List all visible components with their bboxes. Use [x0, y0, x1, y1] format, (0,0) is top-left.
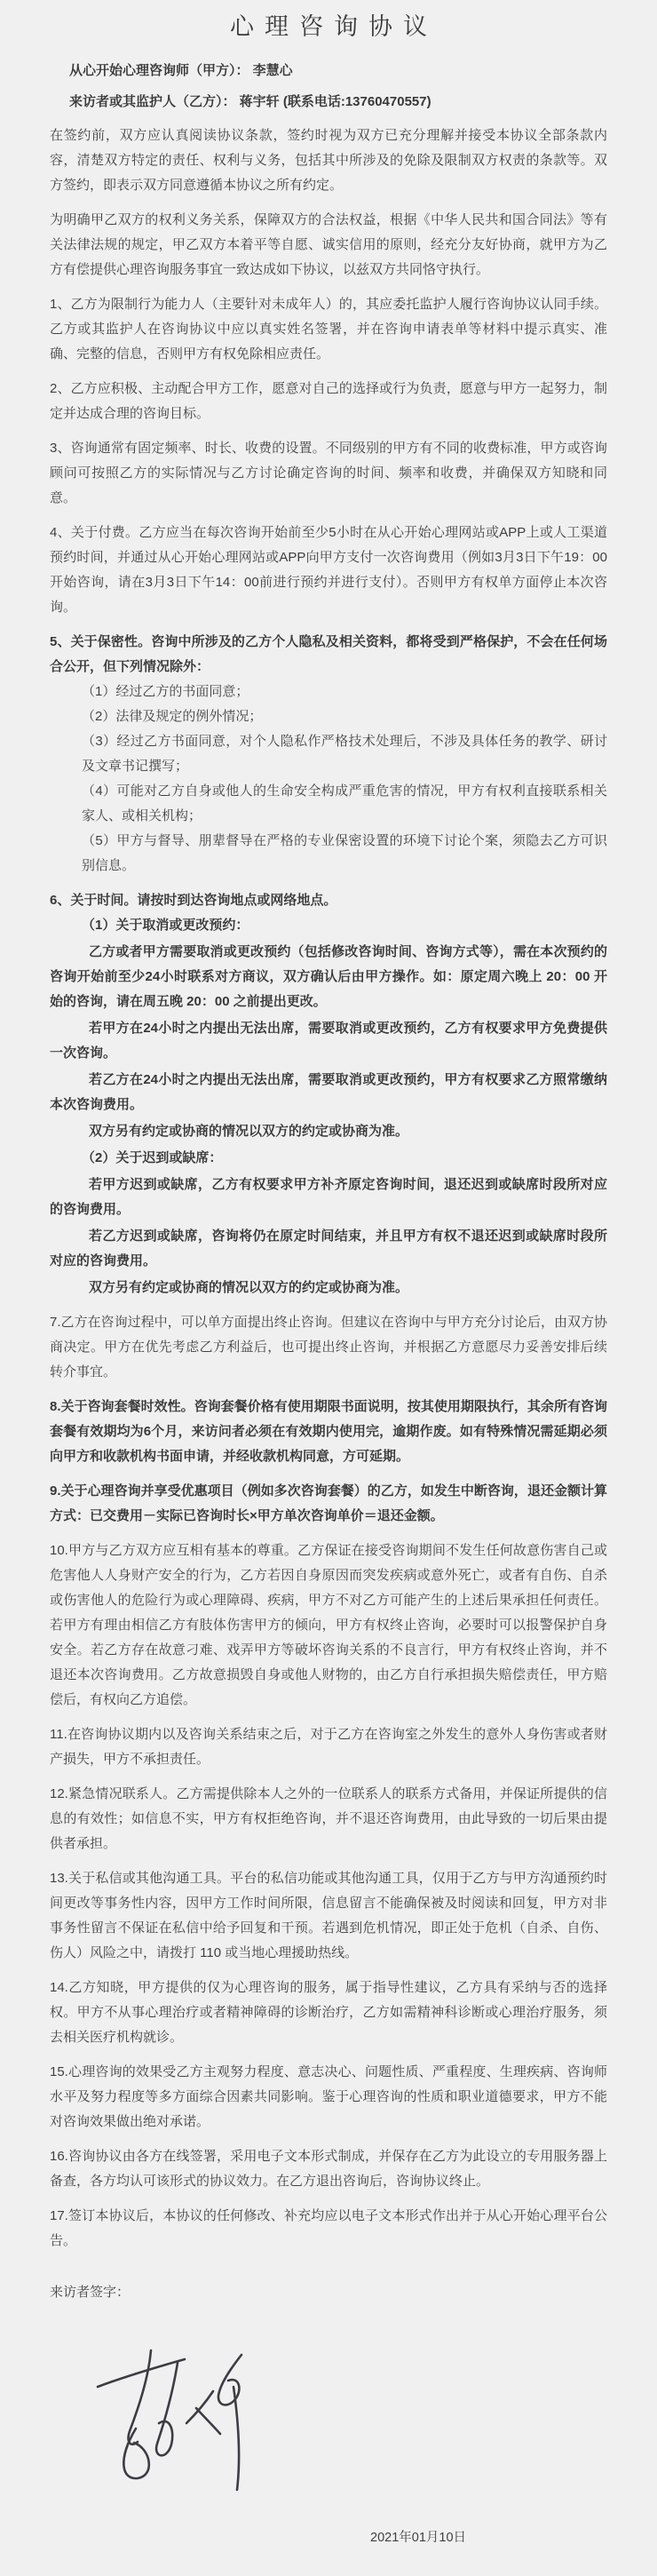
clause-6-1-party-b-rule: 若乙方在24小时之内提出无法出席，需要取消或更改预约，甲方有权要求乙方照常缴纳本次咨询费用。 — [50, 1072, 607, 1112]
preamble-paragraph-1: 在签约前，双方应认真阅读协议条款，签约时视为双方已充分理解并接受本协议全部条款内容，清楚双方特定的责任、权利与义务，包括其中所涉及的免除及限制双方权责的条款等。双方签约，即表示双方同意遵循本协议之所有约定。 — [50, 128, 607, 193]
clause-6-1-body: 乙方或者甲方需要取消或更改预约（包括修改咨询时间、咨询方式等），需在本次预约的咨询开始前至少24小时联系对方商议，双方确认后由甲方操作。如：原定周六晚上 20：00 开始的咨询，请在周五晚 20：00 之前提出更改。 — [50, 944, 607, 1009]
clause-16: 16.咨询协议由各方在线签署，采用电子文本形式制成，并保存在乙方为此设立的专用服务器上备查，各方均认可该形式的协议效力。在乙方退出咨询后，咨询协议终止。 — [50, 2149, 607, 2189]
party-a-line: 从心开始心理咨询师（甲方）： 李慧心 — [69, 63, 293, 78]
clause-6-1-negotiation-rule: 双方另有约定或协商的情况以双方的约定或协商为准。 — [89, 1124, 409, 1139]
clause-3: 3、咨询通常有固定频率、时长、收费的设置。不同级别的甲方有不同的收费标准，甲方或咨询顾问可按照乙方的实际情况与乙方讨论确定咨询的时间、频率和收费，并确保双方知晓和同意。 — [50, 441, 607, 505]
clause-5-item-1: （1）经过乙方的书面同意； — [82, 684, 249, 699]
clause-15: 15.心理咨询的效果受乙方主观努力程度、意志决心、问题性质、严重程度、生理疾病、咨询师水平及努力程度等多方面综合因素共同影响。鉴于心理咨询的性质和职业道德要求，甲方不能对咨询效果做出绝对承诺。 — [50, 2064, 607, 2129]
clause-6-1-party-a-rule: 若甲方在24小时之内提出无法出席，需要取消或更改预约，乙方有权要求甲方免费提供一次咨询。 — [50, 1021, 607, 1061]
clause-6-2-heading: （2）关于迟到或缺席： — [82, 1150, 223, 1165]
clause-4: 4、关于付费。乙方应当在每次咨询开始前至少5小时在从心开始心理网站或APP上或人工渠道预约时间，并通过从心开始心理网站或APP向甲方支付一次咨询费用（例如3月3日下午19：00开始咨询，请在3月3日下午14：00前进行预约并进行支付）。否则甲方有权单方面停止本次咨询。 — [50, 525, 607, 615]
visitor-signature-label: 来访者签字： — [50, 2285, 131, 2300]
clause-17: 17.签订本协议后，本协议的任何修改、补充均应以电子文本形式作出并于从心开始心理平台公告。 — [50, 2208, 607, 2248]
clause-5-item-3: （3）经过乙方书面同意，对个人隐私作严格技术处理后，不涉及具体任务的教学、研讨及文章书记撰写； — [82, 734, 607, 774]
preamble-paragraph-2: 为明确甲乙双方的权利义务关系，保障双方的合法权益，根据《中华人民共和国合同法》等有关法律法规的规定，甲乙双方本着平等自愿、诚实信用的原则，经充分友好协商，就甲方为乙方有偿提供心理咨询服务事宜一致达成如下协议，以兹双方共同恪守执行。 — [50, 212, 607, 277]
clause-5-item-4: （4）可能对乙方自身或他人的生命安全构成严重危害的情况，甲方有权利直接联系相关家人、或相关机构； — [82, 783, 607, 823]
clause-2: 2、乙方应积极、主动配合甲方工作，愿意对自己的选择或行为负责，愿意与甲方一起努力，制定并达成合理的咨询目标。 — [50, 381, 607, 421]
handwritten-signature — [89, 2344, 607, 2504]
document-title: 心理咨询协议 — [230, 13, 438, 40]
signature-strokes — [89, 2344, 302, 2504]
clause-1: 1、乙方为限制行为能力人（主要针对未成年人）的，其应委托监护人履行咨询协议认同手续。乙方或其监护人在咨询协议中应以真实姓名签署，并在咨询申请表单等材料中提示真实、准确、完整的信息，否则甲方有权免除相应责任。 — [50, 297, 607, 362]
clause-7: 7.乙方在咨询过程中，可以单方面提出终止咨询。但建议在咨询中与甲方充分讨论后，由双方协商决定。甲方在优先考虑乙方利益后，也可提出终止咨询，并根据乙方意愿尽力妥善安排后续转介事宜。 — [50, 1315, 607, 1379]
clause-6-2-party-a-rule: 若甲方迟到或缺席，乙方有权要求甲方补齐原定咨询时间，退还迟到或缺席时段所对应的咨询费用。 — [50, 1177, 607, 1217]
clause-6-2-negotiation-rule: 双方另有约定或协商的情况以双方的约定或协商为准。 — [89, 1280, 409, 1295]
clause-10: 10.甲方与乙方双方应互相有基本的尊重。乙方保证在接受咨询期间不发生任何故意伤害自己或危害他人人身财产安全的行为，乙方若因自身原因而突发疾病或意外死亡，或者有自伤、自杀或伤害他人的危险行为或心理障碍、疾病，甲方不对乙方可能产生的上述后果承担任何责任。若甲方有理由相信乙方有肢体伤害甲方的倾向，甲方有权终止咨询，必要时可以报警保护自身安全。若乙方存在故意刁难、戏弄甲方等破坏咨询关系的不良言行，甲方有权终止咨询，并不退还本次咨询费用。乙方故意损毁自身或他人财物的，由乙方自行承担损失赔偿责任，甲方赔偿后，有权向乙方追偿。 — [50, 1543, 607, 1707]
clause-11: 11.在咨询协议期内以及咨询关系结束之后，对于乙方在咨询室之外发生的意外人身伤害或者财产损失，甲方不承担责任。 — [50, 1727, 607, 1767]
agreement-document — [50, 0, 607, 2546]
clause-5-item-2: （2）法律及规定的例外情况； — [82, 709, 263, 724]
clause-14: 14.乙方知晓，甲方提供的仅为心理咨询的服务，属于指导性建议，乙方具有采纳与否的选择权。甲方不从事心理治疗或者精神障碍的诊断治疗，乙方如需精神科诊断或心理治疗服务，须去相关医疗机构就诊。 — [50, 1980, 607, 2045]
clause-8: 8.关于咨询套餐时效性。咨询套餐价格有使用期限书面说明，按其使用期限执行，其余所有咨询套餐有效期均为6个月，来访问者必须在有效期内使用完，逾期作废。如有特殊情况需延期必须向甲方和收款机构书面申请，并经收款机构同意，方可延期。 — [50, 1399, 607, 1464]
clause-5-item-5: （5）甲方与督导、朋辈督导在严格的专业保密设置的环境下讨论个案，须隐去乙方可识别信息。 — [82, 833, 607, 873]
clause-12: 12.紧急情况联系人。乙方需提供除本人之外的一位联系人的联系方式备用，并保证所提供的信息的有效性；如信息不实，甲方有权拒绝咨询，并不退还咨询费用，由此导致的一切后果由提供者承担。 — [50, 1786, 607, 1851]
clause-13: 13.关于私信或其他沟通工具。平台的私信功能或其他沟通工具，仅用于乙方与甲方沟通预约时间更改等事务性内容，因甲方工作时间所限，信息留言不能确保被及时阅读和回复，甲方对非事务性留言不保证在私信中给予回复和干预。若遇到危机情况，即正处于危机（自杀、自伤、伤人）风险之中，请拨打 110 或当地心理援助热线。 — [50, 1871, 607, 1960]
clause-6: 6、关于时间。请按时到达咨询地点或网络地点。 — [50, 893, 337, 908]
clause-9: 9.关于心理咨询并享受优惠项目（例如多次咨询套餐）的乙方，如发生中断咨询，退还金额计算方式：已交费用－实际已咨询时长×甲方单次咨询单价＝退还金额。 — [50, 1483, 607, 1523]
signature-date: 2021年01月10日 — [370, 2531, 467, 2545]
clause-5: 5、关于保密性。咨询中所涉及的乙方个人隐私及相关资料，都将受到严格保护，不会在任何场合公开，但下列情况除外： — [50, 634, 607, 674]
clause-6-2-party-b-rule: 若乙方迟到或缺席，咨询将仍在原定时间结束，并且甲方有权不退还迟到或缺席时段所对应的咨询费用。 — [50, 1228, 607, 1268]
party-b-line: 来访者或其监护人（乙方）： 蒋宇轩 (联系电话:13760470557) — [69, 94, 431, 109]
clause-6-1-heading: （1）关于取消或更改预约： — [82, 918, 249, 933]
